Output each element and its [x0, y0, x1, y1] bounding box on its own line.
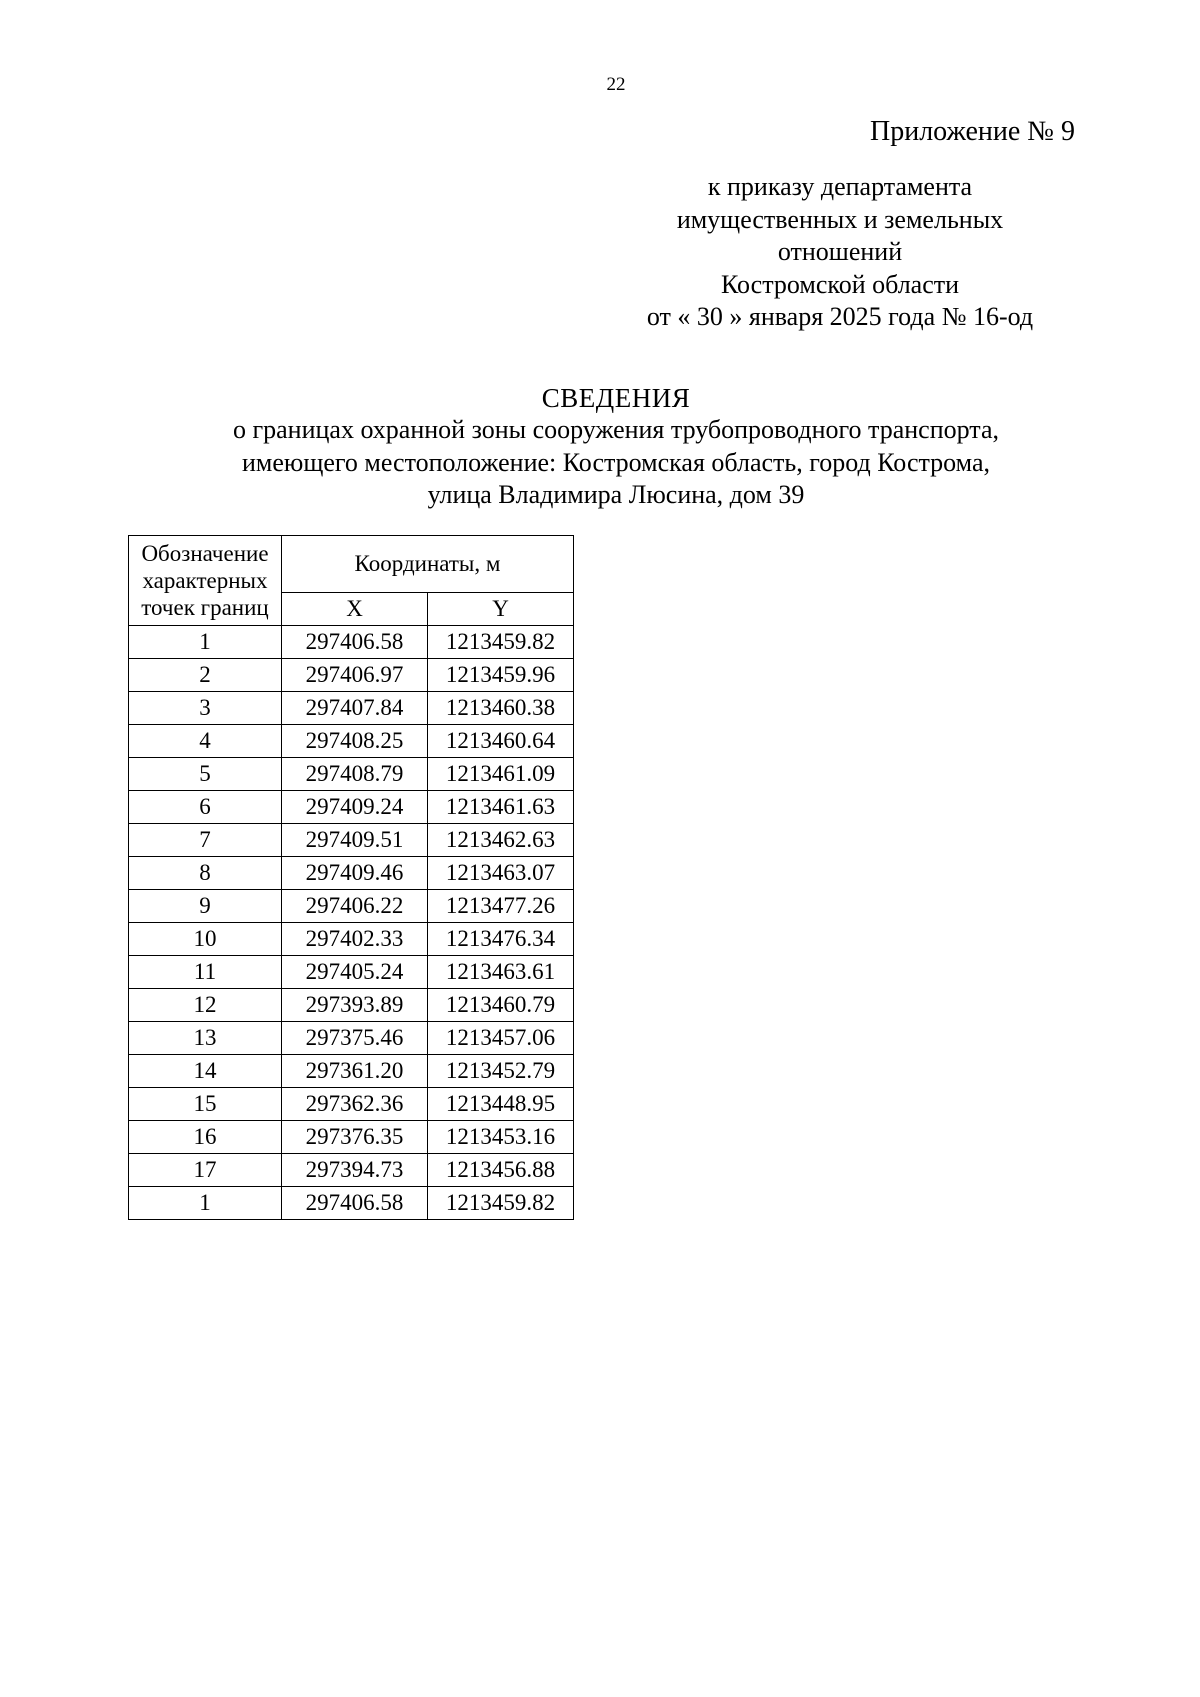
cell-y: 1213457.06 — [428, 1022, 574, 1055]
cell-x: 297406.22 — [282, 890, 428, 923]
cell-point: 13 — [129, 1022, 282, 1055]
cell-point: 5 — [129, 758, 282, 791]
cell-y: 1213461.63 — [428, 791, 574, 824]
cell-x: 297406.58 — [282, 626, 428, 659]
cell-x: 297362.36 — [282, 1088, 428, 1121]
header-x: X — [282, 593, 428, 626]
table-row — [129, 758, 574, 791]
appendix-line: Костромской области — [720, 269, 960, 299]
appendix-line: отношений — [777, 237, 903, 266]
cell-y: 1213448.95 — [428, 1088, 574, 1121]
table-row — [129, 1121, 574, 1154]
cell-point: 3 — [129, 692, 282, 725]
cell-x: 297405.24 — [282, 956, 428, 989]
table-row — [129, 791, 574, 824]
cell-x: 297407.84 — [282, 692, 428, 725]
table-row — [129, 956, 574, 989]
cell-x: 297408.79 — [282, 758, 428, 791]
subtitle-line: имеющего местоположение: Костромская область, город Кострома, — [242, 447, 990, 477]
table-row — [129, 857, 574, 890]
cell-point: 17 — [129, 1154, 282, 1187]
subtitle-line: улица Владимира Люсина, дом 39 — [427, 480, 805, 509]
cell-point: 12 — [129, 989, 282, 1022]
cell-x: 297406.97 — [282, 659, 428, 692]
cell-x: 297402.33 — [282, 923, 428, 956]
cell-y: 1213463.07 — [428, 857, 574, 890]
page-number: 22 — [606, 74, 626, 95]
document-heading: СВЕДЕНИЯ — [541, 383, 691, 413]
table-row — [129, 890, 574, 923]
cell-y: 1213460.38 — [428, 692, 574, 725]
cell-y: 1213456.88 — [428, 1154, 574, 1187]
cell-point: 8 — [129, 857, 282, 890]
coordinates-table — [128, 535, 574, 1220]
cell-point: 15 — [129, 1088, 282, 1121]
cell-point: 1 — [129, 1187, 282, 1220]
header-y: Y — [428, 593, 574, 626]
subtitle-line: о границах охранной зоны сооружения трубопроводного транспорта, — [232, 415, 1000, 444]
cell-point: 4 — [129, 725, 282, 758]
header-point-designation — [129, 536, 282, 626]
table-row — [129, 725, 574, 758]
table-row — [129, 1022, 574, 1055]
table-row — [129, 923, 574, 956]
table-row — [129, 659, 574, 692]
cell-x: 297408.25 — [282, 725, 428, 758]
cell-y: 1213459.82 — [428, 626, 574, 659]
cell-y: 1213452.79 — [428, 1055, 574, 1088]
table-row — [129, 1055, 574, 1088]
cell-y: 1213459.96 — [428, 659, 574, 692]
document-subtitle — [150, 414, 1082, 512]
cell-x: 297375.46 — [282, 1022, 428, 1055]
cell-point: 6 — [129, 791, 282, 824]
cell-x: 297393.89 — [282, 989, 428, 1022]
cell-x: 297406.58 — [282, 1187, 428, 1220]
appendix-title: Приложение № 9 — [870, 116, 1075, 147]
cell-point: 2 — [129, 659, 282, 692]
cell-x: 297409.51 — [282, 824, 428, 857]
cell-y: 1213462.63 — [428, 824, 574, 857]
coordinates-table-body — [129, 626, 574, 1220]
header-coordinates: Координаты, м — [282, 536, 574, 593]
cell-point: 1 — [129, 626, 282, 659]
cell-point: 16 — [129, 1121, 282, 1154]
cell-point: 7 — [129, 824, 282, 857]
table-row — [129, 626, 574, 659]
cell-y: 1213477.26 — [428, 890, 574, 923]
cell-point: 9 — [129, 890, 282, 923]
cell-point: 10 — [129, 923, 282, 956]
appendix-line: к приказу департамента — [707, 172, 973, 201]
table-row — [129, 692, 574, 725]
table-row — [129, 1088, 574, 1121]
header-point-line: характерных — [142, 568, 268, 593]
cell-x: 297376.35 — [282, 1121, 428, 1154]
cell-x: 297409.24 — [282, 791, 428, 824]
cell-x: 297361.20 — [282, 1055, 428, 1088]
cell-y: 1213460.79 — [428, 989, 574, 1022]
cell-point: 11 — [129, 956, 282, 989]
appendix-line: от « 30 » января 2025 года № 16-од — [646, 302, 1034, 331]
appendix-order-reference — [610, 171, 1070, 334]
cell-point: 14 — [129, 1055, 282, 1088]
cell-y: 1213476.34 — [428, 923, 574, 956]
appendix-line: имущественных и земельных — [676, 204, 1004, 234]
cell-y: 1213463.61 — [428, 956, 574, 989]
header-point-line: Обозначение — [141, 541, 269, 566]
table-row — [129, 1154, 574, 1187]
header-point-line: точек границ — [141, 595, 269, 620]
cell-y: 1213459.82 — [428, 1187, 574, 1220]
cell-y: 1213460.64 — [428, 725, 574, 758]
cell-y: 1213461.09 — [428, 758, 574, 791]
table-row — [129, 824, 574, 857]
table-row — [129, 989, 574, 1022]
table-row — [129, 1187, 574, 1220]
cell-y: 1213453.16 — [428, 1121, 574, 1154]
cell-x: 297409.46 — [282, 857, 428, 890]
cell-x: 297394.73 — [282, 1154, 428, 1187]
